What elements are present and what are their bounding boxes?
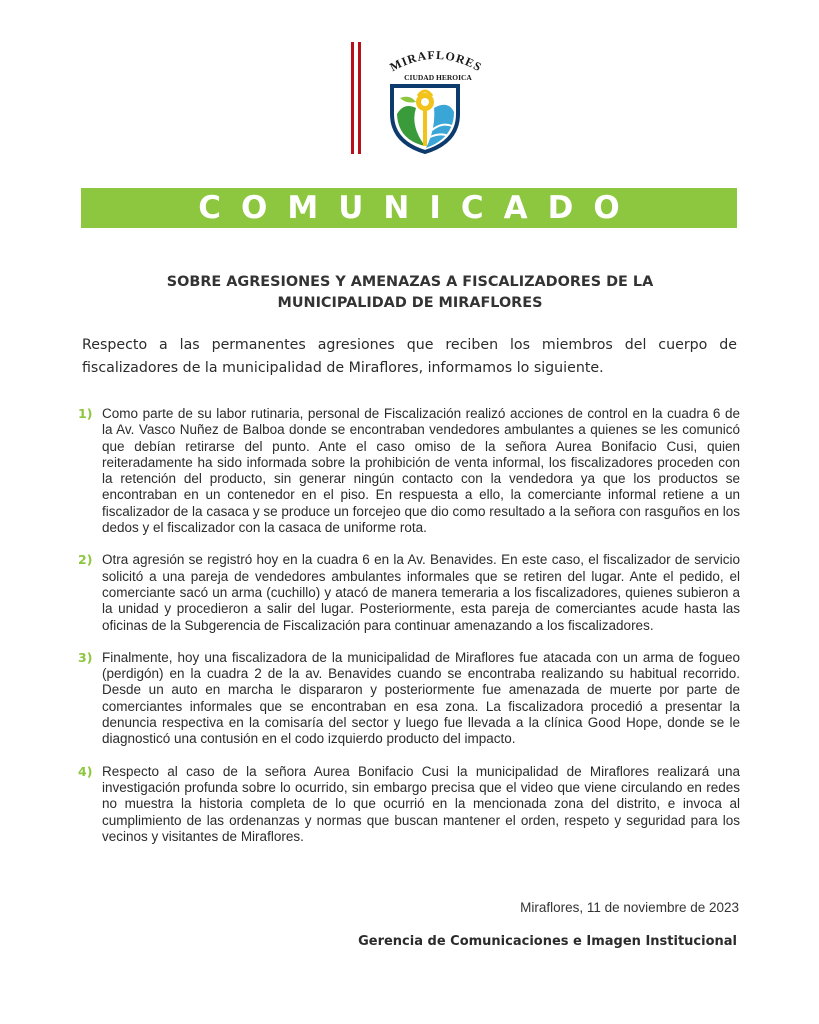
list-item (78, 406, 740, 536)
item-number: 1) (78, 406, 93, 421)
item-number: 2) (78, 552, 93, 568)
document-subtitle: SOBRE AGRESIONES Y AMENAZAS A FISCALIZADORES DE LA MUNICIPALIDAD DE MIRAFLORES (166, 274, 654, 311)
banner-title: COMUNICADO (198, 190, 640, 226)
comunicado-banner (81, 188, 737, 228)
item-text: Como parte de su labor rutinaria, personal de Fiscalización realizó acciones de control en la cuadra 6 de la Av. Vasco Nuñez de Balboa donde se encontraban vendedores ambulantes a quienes se les comunicó que debían retirarse del punto. Ante el caso omiso de la señora Aurea Bonifacio Cusi, quien reiteradamente ha sido informada sobre la prohibición de venta informal, los fiscalizadores proceden con la retención del producto, sin generar ningún contacto con la vendedora ya que los productos se encontraban en un contenedor en el piso. En respuesta a ello, la comerciante informal retiene a un fiscalizador de la casaca y se produce un forcejeo que dio como resultado a la señora con rasguños en los dedos y el fiscalizador con la casaca de uniforme rota. (102, 406, 740, 536)
red-stripe (358, 42, 361, 154)
logo-name: MIRAFLORES (387, 47, 485, 75)
item-text: Finalmente, hoy una fiscalizadora de la municipalidad de Miraflores fue atacada con un arma de fogueo (perdigón) en la cuadra 2 de la av. Benavides cuando se encontraba realizando su habitual recorrido. Desde un auto en marcha le dispararon y posteriormente fue amenazada de muerte por parte de comerciantes informales que se encontraban en esa zona. La fiscalizadora procedió a presentar la denuncia respectiva en la comisaría del sector y luego fue llevada a la clínica Good Hope, donde se le diagnosticó una contusión en el codo izquierdo producto del impacto. (102, 649, 740, 747)
list-item (78, 764, 740, 845)
item-number: 4) (78, 763, 93, 779)
municipal-logo (348, 42, 488, 157)
numbered-list (78, 406, 740, 861)
intro-paragraph: Respecto a las permanentes agresiones que reciben los miembros del cuerpo de fiscalizadores de la municipalidad de Miraflores, informamos lo siguiente. (82, 337, 737, 376)
crest-icon (370, 42, 480, 154)
item-number: 3) (78, 649, 93, 665)
item-text: Respecto al caso de la señora Aurea Bonifacio Cusi la municipalidad de Miraflores realizará una investigación profunda sobre lo ocurrido, sin embargo precisa que el video que viene circulando en redes no muestra la historia completa de lo que ocurrió en la mencionada zona del distrito, e invoca al cumplimiento de las ordenanzas y normas que buscan mantener el orden, respeto y seguridad para los vecinos y visitantes de Miraflores. (102, 763, 740, 844)
logo-motto: CIUDAD HEROICA (404, 73, 472, 82)
red-stripe (351, 42, 354, 154)
list-item (78, 650, 740, 748)
document-date: Miraflores, 11 de noviembre de 2023 (520, 900, 739, 915)
list-item (78, 552, 740, 633)
item-text: Otra agresión se registró hoy en la cuadra 6 en la Av. Benavides. En este caso, el fiscalizador de servicio solicitó a una pareja de vendedores ambulantes informales que se retiren del lugar. Ante el pedido, el comerciante sacó un arma (cuchillo) y atacó de manera temeraria a los fiscalizadores, quienes subieron a la unidad y procedieron a salir del lugar. Posteriormente, esta pareja de comerciantes acude hasta las oficinas de la Subgerencia de Fiscalización para continuar amenazando a los fiscalizadores. (102, 552, 740, 633)
signature-office: Gerencia de Comunicaciones e Imagen Institucional (358, 934, 737, 949)
